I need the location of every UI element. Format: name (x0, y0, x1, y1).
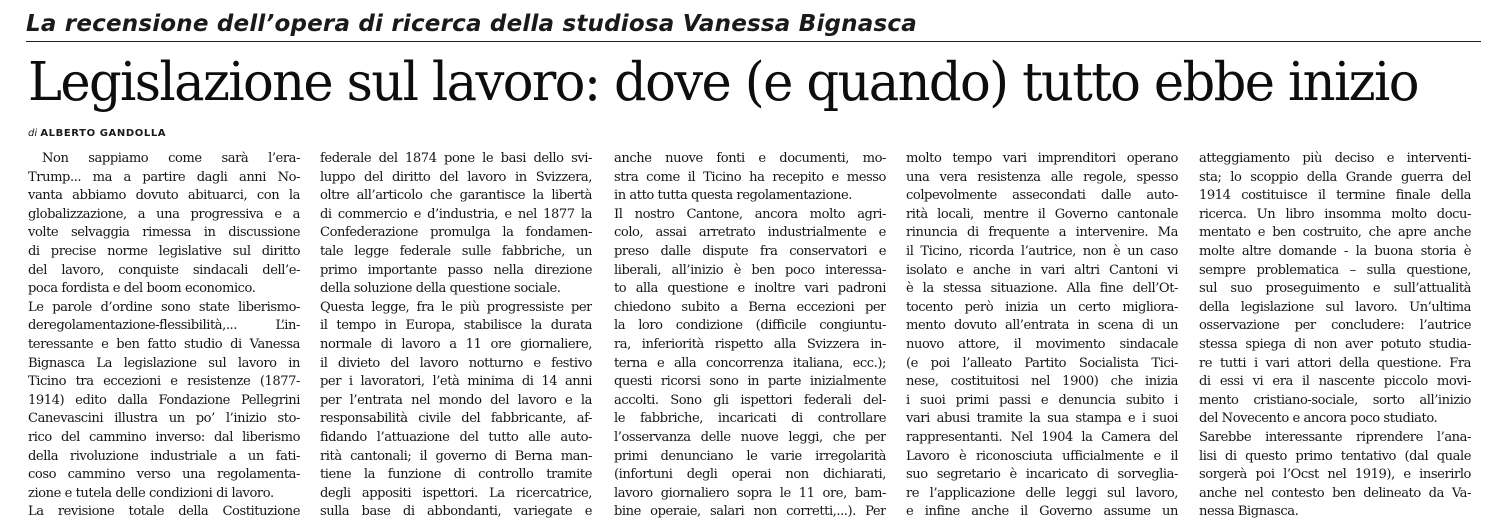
column-line: stessa spiega di non aver potuto studia- (1199, 336, 1471, 352)
column-line: liberali, all’inizio è ben poco interessa- (614, 262, 886, 278)
byline-prefix: di (28, 128, 38, 139)
column-line: globalizzazione, a una progressiva e a (28, 206, 300, 222)
column-line: del Novecento e ancora poco studiato. (1199, 411, 1438, 427)
column-line: vari abusi tramite la sua stampa e i suoi (906, 411, 1178, 427)
column-line: i suoi primi passi e denuncia subito i (906, 392, 1178, 408)
column-line: primi denunciano le varie irregolarità (614, 448, 886, 464)
column-line: Canevascini illustra un po’ l’inizio sto- (28, 411, 300, 427)
column-line: nuovo attore, il movimento sindacale (906, 336, 1178, 352)
column-line: la loro condizione (difficile congiuntu- (614, 318, 886, 334)
column-line: tale legge federale sulle fabbriche, un (320, 243, 592, 259)
column-line: zione e tutela delle condizioni di lavoro. (28, 485, 274, 501)
column-line: rità locali, mentre il Governo cantonale (906, 206, 1178, 222)
column-line: il tempo in Europa, stabilisce la durata (320, 318, 592, 334)
column-line: stra come il Ticino ha recepito e messo (614, 169, 886, 185)
column-line: ra, inferiorità rispetto alla Svizzera in- (614, 336, 886, 352)
column-line: oltre all’articolo che garantisce la libertà (320, 188, 592, 204)
column-line: Confederazione promulga la fondamen- (320, 225, 592, 241)
column-line: per i lavoratori, l’età minima di 14 anni (320, 374, 592, 390)
column-line: (e poi l’alleato Partito Socialista Tici- (906, 355, 1178, 371)
column-line: re l’applicazione delle leggi sul lavoro, (906, 485, 1178, 501)
column-line: Bignasca La legislazione sul lavoro in (28, 355, 300, 371)
column-line: volte selvaggia rimessa in discussione (28, 225, 300, 241)
column-line: sempre problematica – sulla questione, (1199, 262, 1471, 278)
column-line: della legislazione sul lavoro. Un’ultima (1199, 299, 1471, 315)
column-line: tiene la funzione di controllo tramite (320, 467, 592, 483)
column-line: to alla questione e inoltre vari padroni (614, 281, 886, 297)
column-line: le fabbriche, incaricati di controllare (614, 411, 886, 427)
column-line: del lavoro, conquiste sindacali dell’e- (28, 262, 300, 278)
column-line: chiedono subito a Berna eccezioni per (614, 299, 886, 315)
column-line: rico del cammino inverso: dal liberismo (28, 429, 300, 445)
article-kicker: La recensione dell’opera di ricerca della studiosa Vanessa Bignasca (26, 11, 917, 37)
column-line: è la stessa situazione. Alla fine dell’Ot- (906, 281, 1178, 297)
byline-author: ALBERTO GANDOLLA (40, 128, 167, 139)
column-line: (infortuni degli operai non dichiarati, (614, 467, 886, 483)
column-line: sul suo proseguimento e sull’attualità (1199, 281, 1471, 297)
column-line: l’osservanza delle nuove leggi, che per (614, 429, 886, 445)
article-byline (28, 127, 166, 141)
column-line: rinuncia di frequente a intervenire. Ma (906, 225, 1178, 241)
column-line: normale di lavoro a 11 ore giornaliere, (320, 336, 592, 352)
column-line: preso dalle dispute fra conservatori e (614, 243, 886, 259)
column-line: suo segretario è incaricato di sorveglia- (906, 467, 1178, 483)
column-line: in atto tutta questa regolamentazione. (614, 188, 853, 204)
column-line: per l’entrata nel mondo del lavoro e la (320, 392, 592, 408)
article-column-5 (1199, 150, 1471, 522)
column-line: nessa Bignasca. (1199, 504, 1299, 520)
column-line: di precise norme legislative sul diritto (28, 243, 300, 259)
column-line: Le parole d’ordine sono state liberismo- (28, 299, 300, 315)
column-line: mento dovuto all’entrata in scena di un (906, 318, 1178, 334)
column-line: teressante e ben fatto studio di Vanessa (28, 336, 300, 352)
column-line: lavoro giornaliero sopra le 11 ore, bam- (614, 485, 886, 501)
column-line: questi ricorsi sono in parte inizialmente (614, 374, 886, 390)
column-line: fidando l’attuazione del tutto alle auto- (320, 429, 592, 445)
column-line: La revisione totale della Costituzione (28, 504, 300, 520)
column-line: luppo del diritto del lavoro in Svizzera, (320, 169, 592, 185)
column-line: anche nel contesto ben delineato da Va- (1199, 485, 1471, 501)
column-line: sta; lo scoppio della Grande guerra del (1199, 169, 1471, 185)
column-line: sulla base di abbondanti, variegate e (320, 504, 592, 520)
column-line: mentato e ben costruito, che apre anche (1199, 225, 1471, 241)
column-line: e infine anche il Governo assume un (906, 504, 1178, 520)
column-line: rappresentanti. Nel 1904 la Camera del (906, 429, 1178, 445)
column-line: Lavoro è riconosciuta ufficialmente e il (906, 448, 1178, 464)
column-line: degli appositi ispettori. La ricercatrice, (320, 485, 592, 501)
column-line: re tutti i vari attori della questione. Fra (1199, 355, 1471, 371)
column-line: una vera resistenza alle regole, spesso (906, 169, 1178, 185)
column-line: poca fordista e del boom economico. (28, 281, 256, 297)
column-line: di commercio e d’industria, e nel 1877 la (320, 206, 592, 222)
article-headline: Legislazione sul lavoro: dove (e quando) tutto ebbe inizio (28, 52, 1418, 113)
column-line: osservazione per concludere: l’autrice (1199, 318, 1471, 334)
column-line: nese, costituitosi nel 1900) che inizia (906, 374, 1178, 390)
column-line: 1914) edito dalla Fondazione Pellegrini (28, 392, 300, 408)
column-line: di essi vi era il nascente piccolo movi- (1199, 374, 1471, 390)
column-line: molto tempo vari imprenditori operano (906, 151, 1178, 166)
article-column-2 (320, 150, 592, 522)
column-line: bine operaie, salari non corretti,...). Per (614, 504, 886, 520)
column-line: Non sappiamo come sarà l’era- (42, 151, 300, 166)
column-line: atteggiamento più deciso e interventi- (1199, 151, 1471, 166)
column-line: molte altre domande - la buona storia è (1199, 243, 1471, 259)
column-line: ricerca. Un libro insomma molto docu- (1199, 206, 1471, 222)
column-line: coso cammino verso una regolamenta- (28, 467, 300, 483)
column-line: lisi di questo primo tentativo (dal quale (1199, 448, 1471, 464)
column-line: isolato e anche in vari altri Cantoni vi (906, 262, 1178, 278)
article-column-1 (28, 150, 300, 522)
column-line: Il nostro Cantone, ancora molto agri- (614, 206, 886, 222)
column-line: federale del 1874 pone le basi dello svi- (320, 151, 592, 166)
column-line: il divieto del lavoro notturno e festivo (320, 355, 592, 371)
column-line: primo importante passo nella direzione (320, 262, 592, 278)
column-line: 1914 costituisce il termine finale della (1199, 188, 1471, 204)
column-line: Trump... ma a partire dagli anni No- (28, 169, 300, 185)
column-line: anche nuove fonti e documenti, mo- (614, 151, 886, 166)
column-line: deregolamentazione-flessibilità,... L’in- (28, 318, 300, 334)
column-line: colo, assai arretrato industrialmente e (614, 225, 886, 241)
column-line: terna e alla concorrenza italiana, ecc.); (614, 355, 886, 371)
column-line: vanta abbiamo dovuto abituarci, con la (28, 188, 300, 204)
kicker-rule (26, 41, 1481, 42)
column-line: rità cantonali; il governo di Berna man- (320, 448, 592, 464)
column-line: della rivoluzione industriale a un fati- (28, 448, 300, 464)
column-line: Ticino tra eccezioni e resistenze (1877- (28, 374, 300, 390)
column-line: della soluzione della questione sociale. (320, 281, 561, 297)
column-line: Sarebbe interessante riprendere l’ana- (1199, 429, 1471, 445)
column-line: colpevolmente assecondati dalle auto- (906, 188, 1178, 204)
column-line: tocento però inizia un certo migliora- (906, 299, 1178, 315)
column-line: accolti. Sono gli ispettori federali del- (614, 392, 886, 408)
column-line: responsabilità civile del fabbricante, af- (320, 411, 592, 427)
column-line: mento cristiano-sociale, sorto all’inizio (1199, 392, 1471, 408)
article-column-4 (906, 150, 1178, 522)
column-line: Questa legge, fra le più progressiste per (320, 299, 592, 315)
article-column-3 (614, 150, 886, 522)
column-line: sorgerà poi l’Ocst nel 1919), e inserirlo (1199, 467, 1471, 483)
column-line: il Ticino, ricorda l’autrice, non è un caso (906, 243, 1178, 259)
